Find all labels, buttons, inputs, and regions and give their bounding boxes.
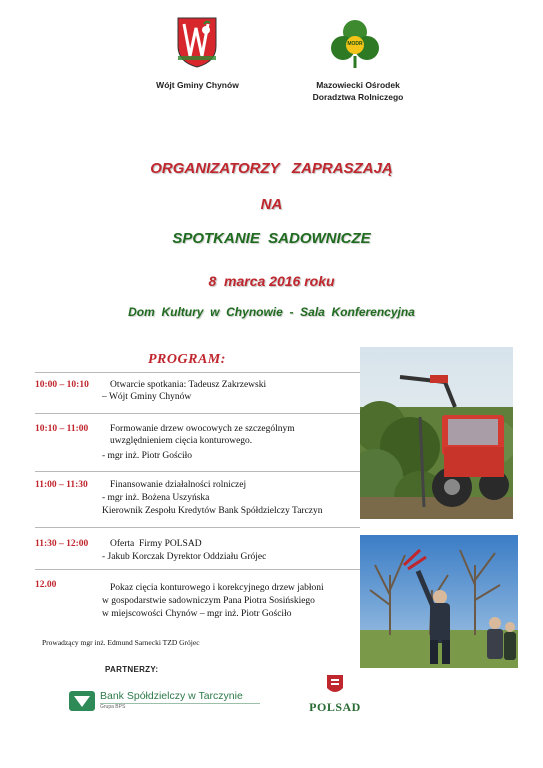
event-venue: Dom Kultury w Chynowie - Sala Konferencyjna	[128, 305, 415, 319]
photo-pruning	[360, 535, 518, 668]
headline-meeting: SPOTKANIE SADOWNICZE	[172, 230, 371, 247]
event-date: 8 marca 2016 roku	[208, 273, 335, 289]
program-divider	[35, 569, 360, 570]
bank-mark-icon	[68, 690, 96, 712]
program-time-1: 10:00 – 10:10	[35, 380, 89, 390]
program-divider	[35, 372, 360, 373]
program-desc-2-line3: - mgr inż. Piotr Gościło	[102, 451, 192, 461]
orchard-tractor-photo	[360, 347, 513, 519]
program-desc-4-line2: - Jakub Korczak Dyrektor Oddziału Grójec	[102, 552, 267, 562]
modr-label-line1: Mazowiecki Ośrodek	[316, 80, 400, 90]
program-desc-3-line2: - mgr inż. Bożena Uszyńska	[102, 493, 210, 503]
bank-logo	[68, 688, 268, 714]
photo-orchard-machine	[360, 347, 513, 519]
program-time-2: 10:10 – 11:00	[35, 424, 89, 434]
program-desc-2-line2: uwzględnieniem cięcia konturowego.	[110, 436, 253, 446]
program-desc-1-line2: – Wójt Gminy Chynów	[102, 392, 192, 402]
polsad-mark-icon	[324, 672, 346, 696]
program-desc-5-line3: w miejscowości Chynów – mgr inż. Piotr Gościło	[102, 609, 292, 619]
moderator-note: Prowadzący mgr inż. Edmund Sarnecki TZD Grójec	[42, 638, 200, 647]
program-desc-4-line1: Oferta Firmy POLSAD	[110, 539, 202, 549]
polsad-name: POLSAD	[309, 700, 361, 714]
program-divider	[35, 527, 360, 528]
wojt-coat-of-arms	[176, 16, 218, 68]
program-desc-5-line1: Pokaz cięcia konturowego i korekcyjnego drzew jabłoni	[110, 583, 324, 593]
polsad-logo	[305, 672, 365, 717]
program-desc-3-line3: Kierownik Zespołu Kredytów Bank Spółdzielczy Tarczyn	[102, 506, 323, 516]
program-divider	[35, 471, 360, 472]
program-time-3: 11:00 – 11:30	[35, 480, 88, 490]
modr-logo	[331, 18, 379, 70]
program-desc-5-line2: w gospodarstwie sadowniczym Pana Piotra Sosińskiego	[102, 596, 315, 606]
program-desc-1-line1: Otwarcie spotkania: Tadeusz Zakrzewski	[110, 380, 267, 390]
bank-group: Grupa BPS	[100, 704, 126, 710]
program-divider	[35, 413, 360, 414]
bank-underline	[100, 703, 260, 704]
headline-na: NA	[260, 196, 283, 213]
wojt-label: Wójt Gminy Chynów	[156, 80, 239, 90]
coat-of-arms-icon	[176, 16, 218, 68]
pruning-demo-photo	[360, 535, 518, 668]
program-time-5: 12.00	[35, 580, 57, 590]
partners-heading: PARTNERZY:	[105, 665, 159, 674]
program-desc-3-line1: Finansowanie działalności rolniczej	[110, 480, 247, 490]
program-time-4: 11:30 – 12:00	[35, 539, 89, 549]
program-desc-2-line1: Formowanie drzew owocowych ze szczególnym	[110, 424, 295, 434]
modr-label-line2: Doradztwa Rolniczego	[312, 92, 404, 102]
bank-name: Bank Spółdzielczy w Tarczynie	[100, 690, 243, 702]
program-heading: PROGRAM:	[148, 352, 226, 367]
modr-badge-text: MODR	[347, 41, 363, 47]
headline-organizers: ORGANIZATORZY ZAPRASZAJĄ	[150, 160, 393, 177]
